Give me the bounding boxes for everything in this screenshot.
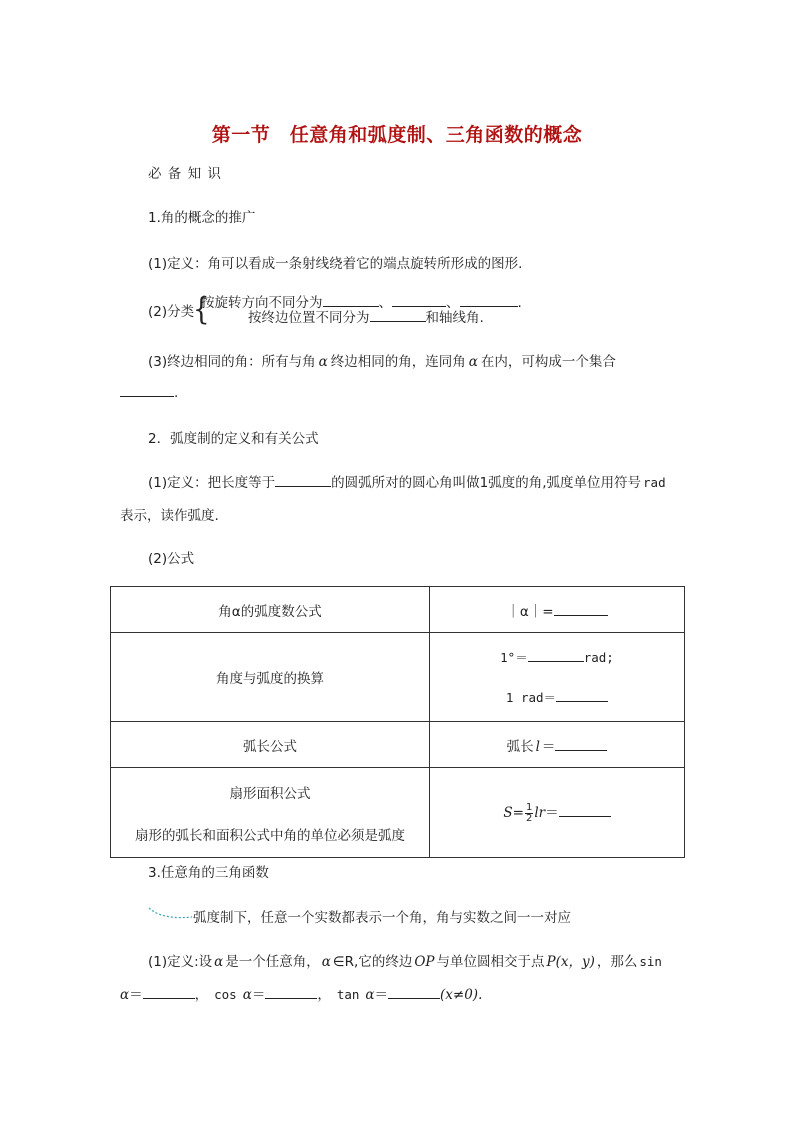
table-row: [111, 722, 685, 768]
s2-heading: 2．弧度制的定义和有关公式: [148, 431, 319, 447]
blank: [392, 294, 446, 307]
frac-num: 1: [525, 801, 533, 813]
s2-definition-cont: 表示，读作弧度.: [120, 508, 219, 524]
blank: [275, 474, 331, 487]
cell-text: ＝: [545, 805, 559, 822]
conversion-line-1: [430, 648, 684, 666]
text: (1)定义：把长度等于: [148, 475, 276, 491]
table-row: [111, 768, 685, 858]
table-cell: [111, 633, 430, 722]
text: ＝: [251, 987, 266, 1003]
s1-definition: (1)定义：角可以看成一条射线绕着它的端点旋转所形成的图形.: [148, 256, 523, 272]
alpha-symbol: α: [468, 354, 478, 370]
sep: 、: [446, 295, 460, 311]
cell-text: 角α的弧度数公式: [218, 603, 322, 620]
cell-text: ＝: [541, 738, 556, 755]
table-row: [111, 587, 685, 633]
class-line-2-text: 按终边位置不同分为: [248, 310, 370, 326]
blank: [554, 603, 608, 616]
cell-text: 扇形面积公式: [229, 785, 311, 802]
cell-text: =: [512, 805, 524, 822]
page-title: 第一节 任意角和弧度制、三角函数的概念: [211, 124, 583, 146]
var: OP: [414, 954, 435, 970]
text: 的圆弧所对的圆心角叫做1弧度的角,弧度单位用符号: [331, 475, 642, 491]
cell-text: 1 rad＝: [505, 690, 557, 705]
blank: [556, 689, 608, 702]
table-cell: [111, 722, 430, 768]
sin-label: sin: [639, 954, 662, 969]
alpha-symbol: α: [321, 954, 331, 970]
cos-label: cos: [214, 987, 237, 1002]
blank: [388, 986, 440, 999]
conversion-line-2: [430, 688, 684, 706]
s1-coterminal: [148, 353, 616, 371]
blank: [143, 986, 195, 999]
frac-den: 2: [525, 812, 533, 824]
text: ，: [317, 987, 331, 1003]
fraction: [525, 803, 533, 824]
text: 是一个任意角，: [225, 954, 320, 970]
end: .: [517, 295, 522, 311]
s3-note: 弧度制下，任意一个实数都表示一个角，角与实数之间一一对应: [193, 910, 571, 926]
cell-text: 1°＝: [500, 650, 528, 665]
cell-text: 角度与弧度的换算: [216, 671, 324, 687]
text: ，那么: [596, 954, 638, 970]
condition: (x≠0).: [440, 987, 483, 1003]
alpha-symbol: α: [120, 987, 130, 1003]
blank: [323, 294, 379, 307]
end: .: [174, 385, 179, 401]
table-row: [111, 633, 685, 722]
table-cell: [430, 722, 685, 768]
s2-formula-label: (2)公式: [148, 551, 195, 567]
formula-table: [110, 586, 685, 858]
table-cell: [430, 633, 685, 722]
cell-text: 弧长: [506, 738, 534, 755]
cell-text: rad;: [583, 650, 614, 665]
text: ＝: [129, 987, 143, 1003]
text: (1)定义:设: [148, 954, 213, 970]
cell-text: 弧长公式: [243, 738, 297, 755]
s1-classification-label: (2)分类: [148, 304, 195, 320]
text: 终边相同的角，连同角: [330, 354, 466, 370]
s1-class-line-2: [248, 309, 484, 327]
cell-text: 扇形的弧长和面积公式中角的单位必须是弧度: [135, 827, 405, 844]
class-line-1-text: 按旋转方向不同分为: [201, 295, 323, 311]
section-heading: 必 备 知 识: [148, 166, 222, 182]
alpha-symbol: α: [242, 987, 252, 1003]
cell-text: ｜α｜=: [506, 603, 554, 620]
text: 在内，可构成一个集合: [480, 354, 616, 370]
blank: [120, 384, 174, 397]
table-cell: [111, 768, 430, 858]
text: 与单位圆相交于点: [436, 954, 545, 970]
s3-definition-cont: [120, 986, 482, 1004]
class-line-2-end: 和轴线角.: [425, 310, 484, 326]
s1-coterminal-blank: [120, 384, 178, 402]
alpha-symbol: α: [318, 354, 328, 370]
blank: [265, 986, 317, 999]
text: ＝: [374, 987, 389, 1003]
alpha-symbol: α: [214, 954, 224, 970]
blank: [528, 649, 584, 662]
text: (3)终边相同的角：所有与角: [148, 354, 316, 370]
alpha-symbol: α: [365, 987, 375, 1003]
annotation-curve-icon: [148, 906, 194, 922]
var: lr: [534, 805, 546, 822]
table-cell: [430, 768, 685, 858]
sep: 、: [378, 295, 392, 311]
brace-symbol: {: [193, 292, 210, 328]
s1-heading: 1.角的概念的推广: [148, 210, 256, 226]
s3-heading: 3.任意角的三角函数: [148, 865, 269, 881]
blank: [559, 804, 611, 817]
text: ，: [194, 987, 209, 1003]
blank: [460, 294, 518, 307]
s3-definition: [148, 953, 662, 971]
var: P(x，y): [546, 954, 595, 970]
table-cell: [430, 587, 685, 633]
blank: [555, 738, 607, 751]
var: l: [535, 738, 540, 755]
table-cell: [111, 587, 430, 633]
text: ∈R,它的终边: [332, 954, 413, 970]
blank: [370, 309, 426, 322]
s2-definition: [148, 474, 666, 492]
rad-symbol: rad: [643, 475, 666, 490]
var: S: [503, 805, 513, 822]
tan-label: tan: [336, 987, 360, 1002]
